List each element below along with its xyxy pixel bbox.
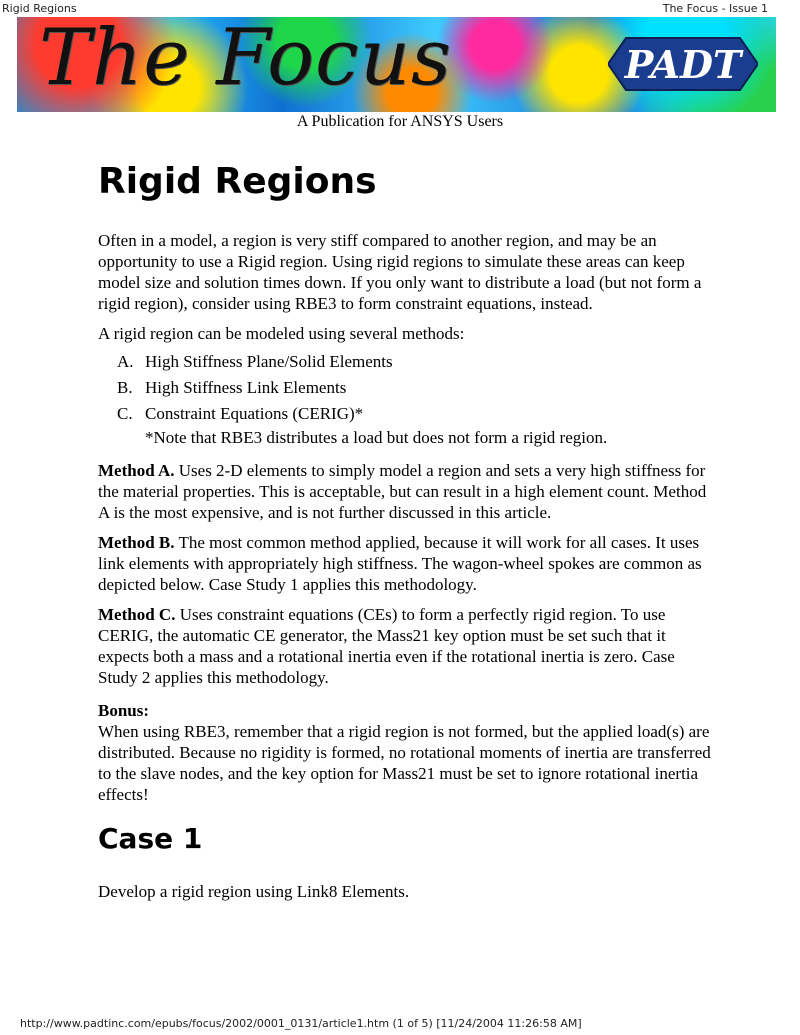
bonus-label: Bonus: bbox=[98, 701, 150, 720]
publication-line: A Publication for ANSYS Users bbox=[296, 113, 504, 130]
method-a-text: Uses 2-D elements to simply model a region and sets a very high stiffness for the material properties. This is acceptable, but can result in a high element count. Method A is the most expensive, and is not further discussed in this article. bbox=[98, 461, 707, 522]
methods-note: *Note that RBE3 distributes a load but does not form a rigid region. bbox=[145, 428, 608, 447]
article bbox=[98, 160, 718, 911]
list-marker: A. bbox=[117, 352, 134, 371]
case1-title: Case 1 bbox=[98, 822, 203, 855]
method-a-label: Method A. bbox=[98, 461, 175, 480]
masthead-title: The Focus bbox=[39, 17, 452, 103]
header-right-issue: The Focus - Issue 1 bbox=[662, 2, 768, 15]
method-a-paragraph bbox=[98, 460, 718, 523]
article-title: Rigid Regions bbox=[98, 161, 377, 202]
list-item-text: High Stiffness Link Elements bbox=[145, 378, 347, 397]
page-footer-url: http://www.padtinc.com/epubs/focus/2002/0001_0131/article1.htm (1 of 5) [11/24/2004 11:26:58 AM] bbox=[20, 1017, 582, 1030]
padt-logo-icon bbox=[608, 35, 758, 93]
bonus-text: When using RBE3, remember that a rigid region is not formed, but the applied load(s) are distributed. Because no rigidity is formed, no rotational moments of inertia are transferred to the slave nodes, and the key option for Mass21 must be set to ignore rotational inertia effects! bbox=[98, 722, 711, 804]
bonus-paragraph bbox=[98, 700, 718, 805]
padt-logo-text: PADT bbox=[624, 42, 742, 87]
method-b-label: Method B. bbox=[98, 533, 175, 552]
list-item bbox=[98, 349, 718, 375]
header-left-title: Rigid Regions bbox=[2, 2, 77, 15]
list-item-text: High Stiffness Plane/Solid Elements bbox=[145, 352, 393, 371]
method-c-label: Method C. bbox=[98, 605, 176, 624]
running-header bbox=[0, 2, 800, 18]
list-item bbox=[98, 401, 718, 449]
case1-text: Develop a rigid region using Link8 Elements. bbox=[98, 882, 410, 901]
masthead-banner bbox=[17, 17, 776, 112]
method-c-paragraph bbox=[98, 604, 718, 688]
intro-paragraph: Often in a model, a region is very stiff compared to another region, and may be an opportunity to use a Rigid region. Using rigid regions to simulate these areas can keep model size and solution times down. If you only want to distribute a load (but not form a rigid region), consider using RBE3 to form constraint equations, instead. bbox=[98, 231, 702, 313]
method-c-text: Uses constraint equations (CEs) to form a perfectly rigid region. To use CERIG, the automatic CE generator, the Mass21 key option must be set such that it expects both a mass and a rotational inertia even if the rotational inertia is zero. Case Study 2 applies this methodology. bbox=[98, 605, 675, 687]
method-b-text: The most common method applied, because it will work for all cases. It uses link elements with appropriately high stiffness. The wagon-wheel spokes are common as depicted below. Case Study 1 applies this methodology. bbox=[98, 533, 702, 594]
method-b-paragraph bbox=[98, 532, 718, 595]
list-item bbox=[98, 375, 718, 401]
list-item-text: Constraint Equations (CERIG)* bbox=[145, 404, 364, 423]
list-marker: B. bbox=[117, 378, 133, 397]
methods-list bbox=[98, 349, 718, 449]
methods-lead: A rigid region can be modeled using several methods: bbox=[98, 324, 465, 343]
list-marker: C. bbox=[117, 404, 133, 423]
